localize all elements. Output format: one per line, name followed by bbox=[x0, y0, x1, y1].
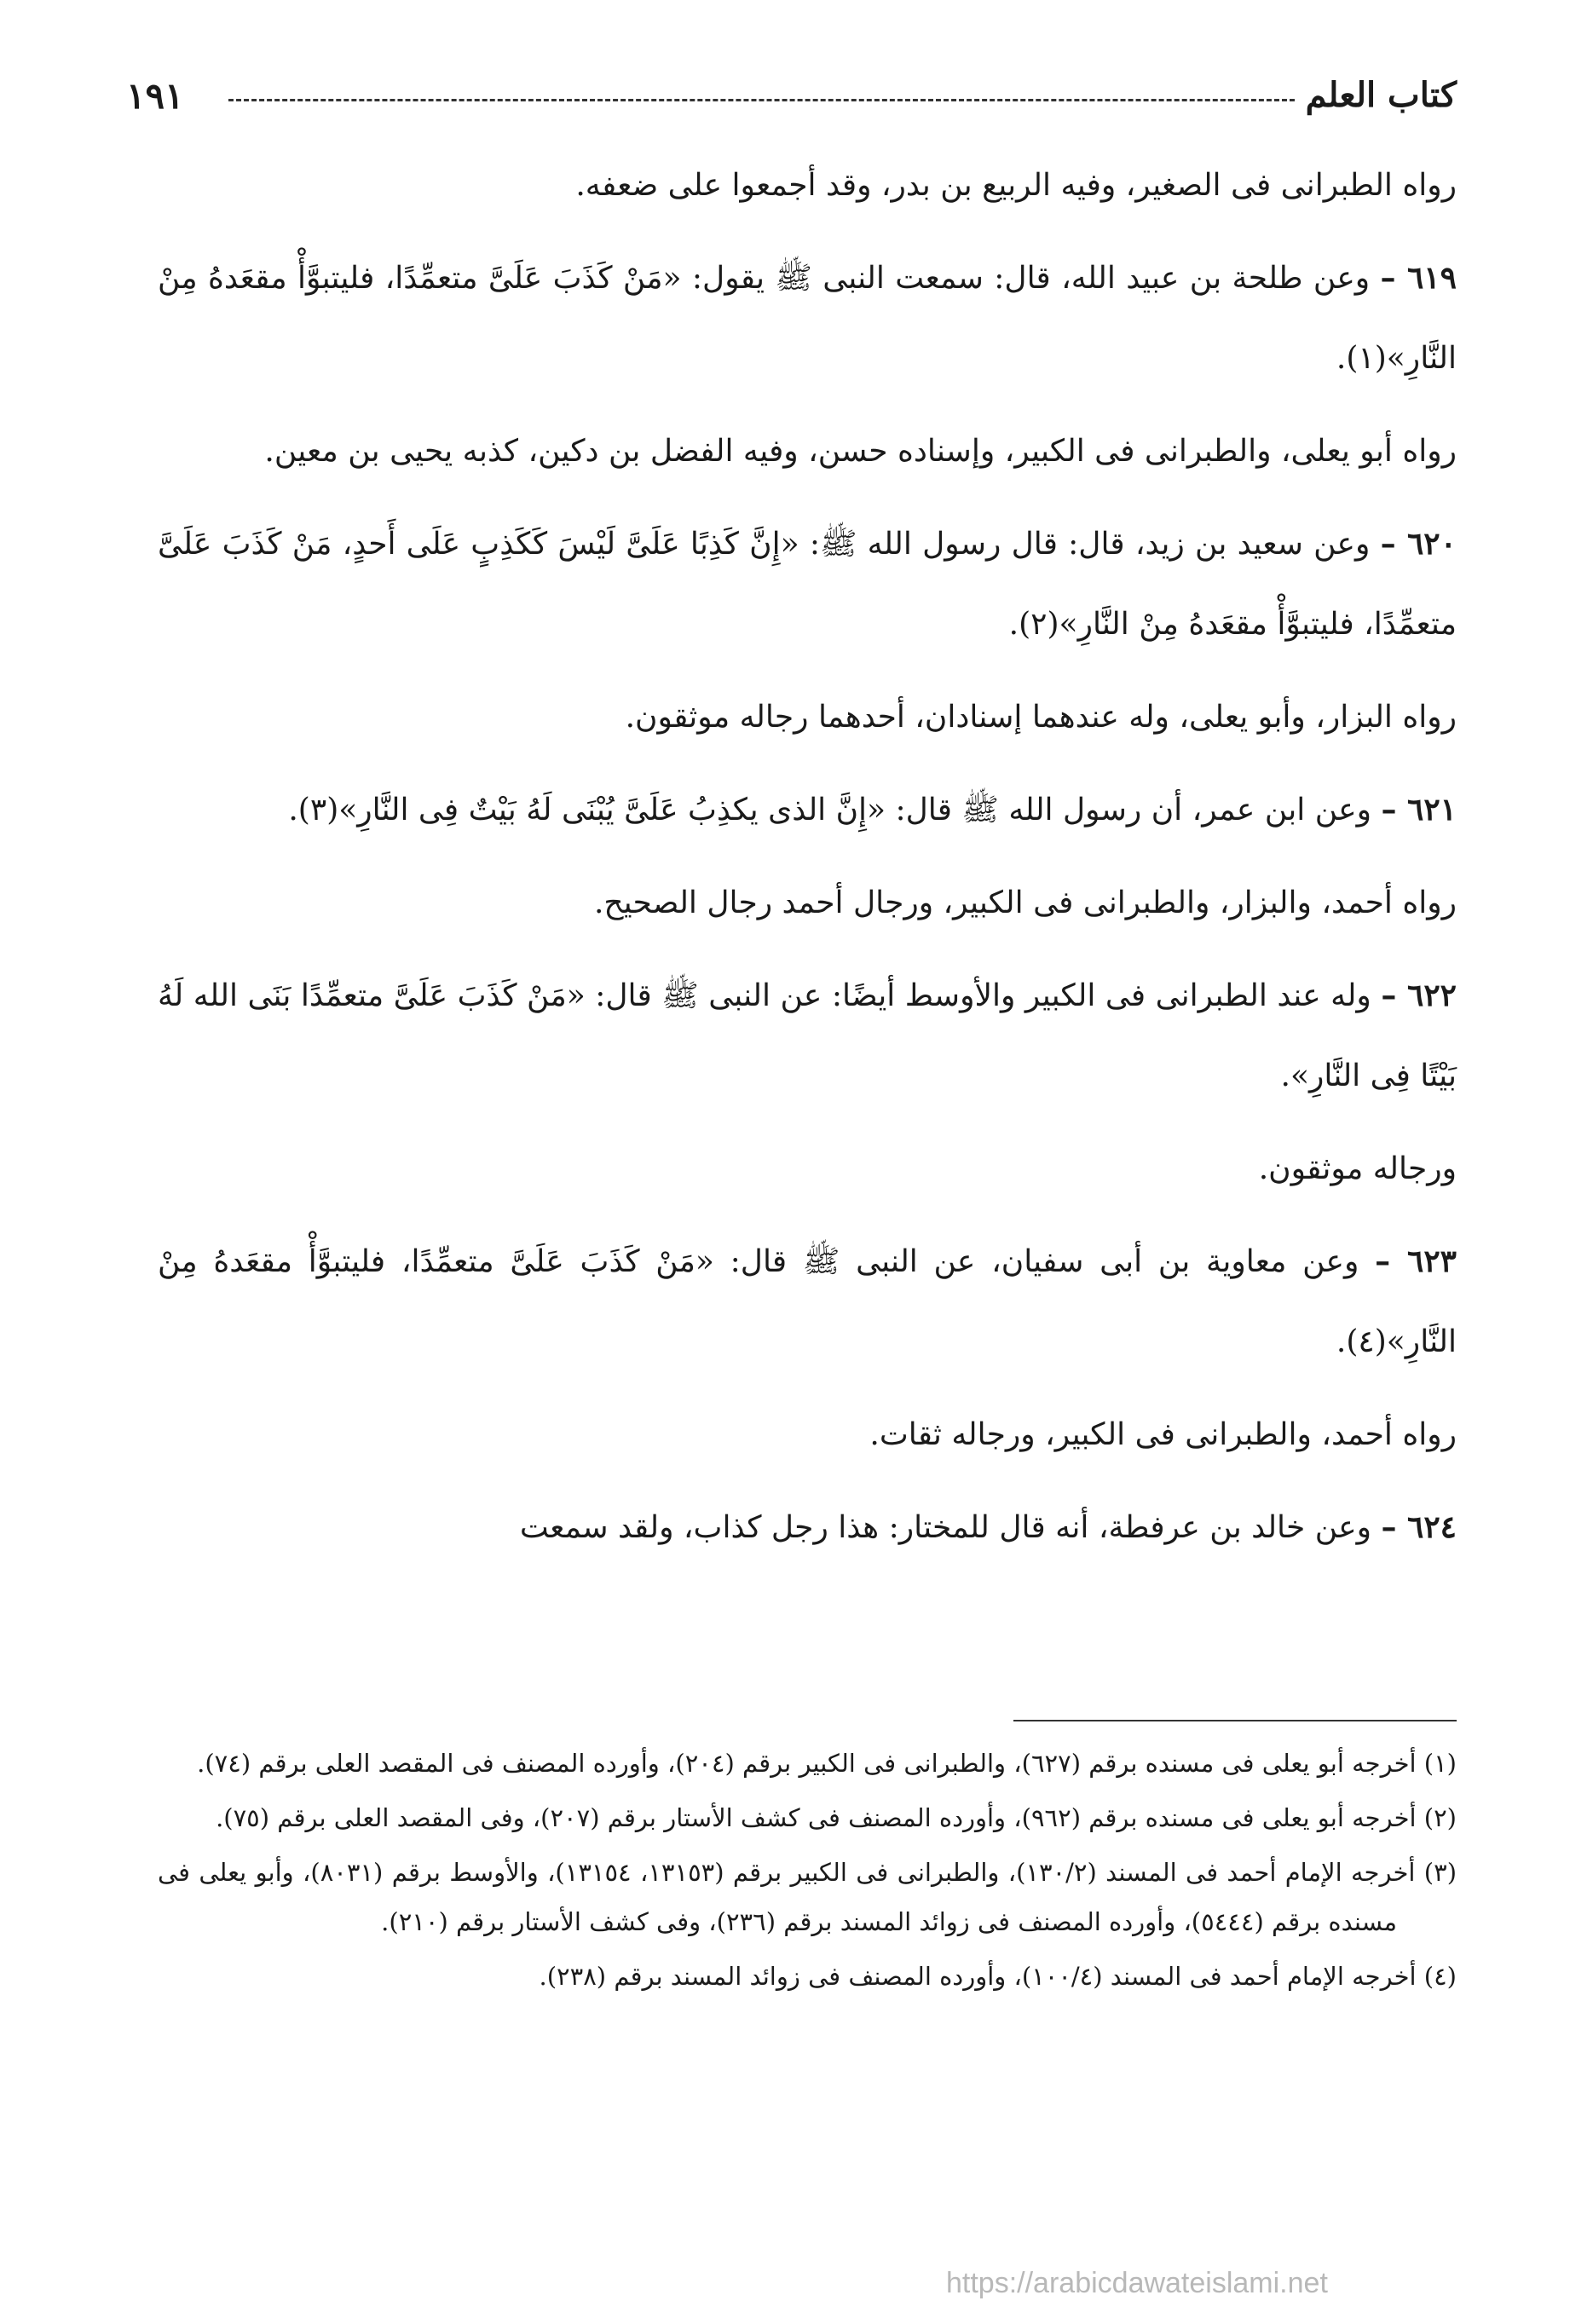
page-header bbox=[126, 75, 1457, 126]
hadith-number: ٦٢٤ – bbox=[1381, 1509, 1457, 1545]
page-number: ١٩١ bbox=[126, 75, 184, 117]
hadith-621: ٦٢١ – وعن ابن عمر، أن رسول الله ﷺ قال: «إِنَّ الذى يكذِبُ عَلَىَّ يُبْنَى لَهُ بَيْتٌ فِى النَّارِ»(٣). bbox=[288, 792, 1457, 828]
hadith-623: ٦٢٣ – وعن معاوية بن أبى سفيان، عن النبى ﷺ قال: «مَنْ كَذَبَ عَلَىَّ متعمِّدًا، فليتبوَّأْ مقعَدهُ مِنْ النَّارِ»(٤). bbox=[158, 1243, 1457, 1359]
hadith-number: ٦٢٢ – bbox=[1381, 977, 1457, 1013]
paragraph: رواه أحمد، والطبرانى فى الكبير، ورجاله ثقات. bbox=[869, 1417, 1457, 1452]
hadith-number: ٦٢٠ – bbox=[1380, 526, 1457, 562]
main-text bbox=[158, 145, 1457, 1580]
hadith-number: ٦١٩ – bbox=[1380, 260, 1457, 296]
hadith-619: ٦١٩ – وعن طلحة بن عبيد الله، قال: سمعت النبى ﷺ يقول: «مَنْ كَذَبَ عَلَىَّ متعمِّدًا، فليتبوَّأْ مقعَدهُ مِنْ النَّارِ»(١). bbox=[158, 260, 1457, 376]
hadith-number: ٦٢٣ – bbox=[1375, 1243, 1457, 1279]
running-title: كتاب العلم bbox=[1305, 75, 1457, 115]
footnotes bbox=[158, 1739, 1457, 2006]
paragraph: رواه أبو يعلى، والطبرانى فى الكبير، وإسناده حسن، وفيه الفضل بن دكين، كذبه يحيى بن معين. bbox=[264, 434, 1457, 469]
hadith-number: ٦٢١ – bbox=[1381, 792, 1457, 828]
footnote-4: (٤) أخرجه الإمام أحمد فى المسند (١٠٠/٤)، وأورده المصنف فى زوائد المسند برقم (٢٣٨). bbox=[539, 1962, 1457, 1991]
footnote-1: (١) أخرجه أبو يعلى فى مسنده برقم (٦٢٧)، والطبرانى فى الكبير برقم (٢٠٤)، وأورده المصنف فى المقصد العلى برقم (٧٤). bbox=[197, 1749, 1457, 1778]
paragraph: رواه أحمد، والبزار، والطبرانى فى الكبير، ورجال أحمد رجال الصحيح. bbox=[593, 885, 1457, 920]
footnote-2: (٢) أخرجه أبو يعلى فى مسنده برقم (٩٦٢)، وأورده المصنف فى كشف الأستار برقم (٢٠٧)، وفى المقصد العلى برقم (٧٥). bbox=[216, 1803, 1457, 1832]
paragraph: رواه البزار، وأبو يعلى، وله عندهما إسنادان، أحدهما رجاله موثقون. bbox=[625, 700, 1457, 735]
footnote-3: (٣) أخرجه الإمام أحمد فى المسند (١٣٠/٢)، والطبرانى فى الكبير برقم (١٣١٥٣، ١٣١٥٤)، والأوسط برقم (٨٠٣١)، وأبو يعلى فى مسنده برقم (٥٤٤٤)، وأورده المصنف فى زوائد المسند برقم (٢٣٦)، وفى كشف الأستار برقم (٢١٠). bbox=[158, 1858, 1457, 1936]
hadith-620: ٦٢٠ – وعن سعيد بن زيد، قال: قال رسول الله ﷺ: «إِنَّ كَذِبًا عَلَىَّ لَيْسَ كَكَذِبٍ عَلَى أَحدٍ، مَنْ كَذَبَ عَلَىَّ متعمِّدًا، فليتبوَّأْ مقعَدهُ مِنْ النَّارِ»(٢). bbox=[158, 526, 1457, 642]
paragraph: ورجاله موثقون. bbox=[1258, 1151, 1457, 1186]
hadith-624: ٦٢٤ – وعن خالد بن عرفطة، أنه قال للمختار: هذا رجل كذاب، ولقد سمعت bbox=[519, 1509, 1457, 1545]
footnote-separator bbox=[1013, 1720, 1457, 1721]
hadith-622: ٦٢٢ – وله عند الطبرانى فى الكبير والأوسط أيضًا: عن النبى ﷺ قال: «مَنْ كَذَبَ عَلَىَّ متعمِّدًا بَنَى الله لَهُ بَيْتًا فِى النَّارِ». bbox=[158, 977, 1457, 1093]
header-dashed-rule bbox=[228, 99, 1295, 101]
watermark-url: https://arabicdawateislami.net bbox=[946, 2267, 1328, 2299]
paragraph: رواه الطبرانى فى الصغير، وفيه الربيع بن بدر، وقد أجمعوا على ضعفه. bbox=[575, 168, 1457, 203]
